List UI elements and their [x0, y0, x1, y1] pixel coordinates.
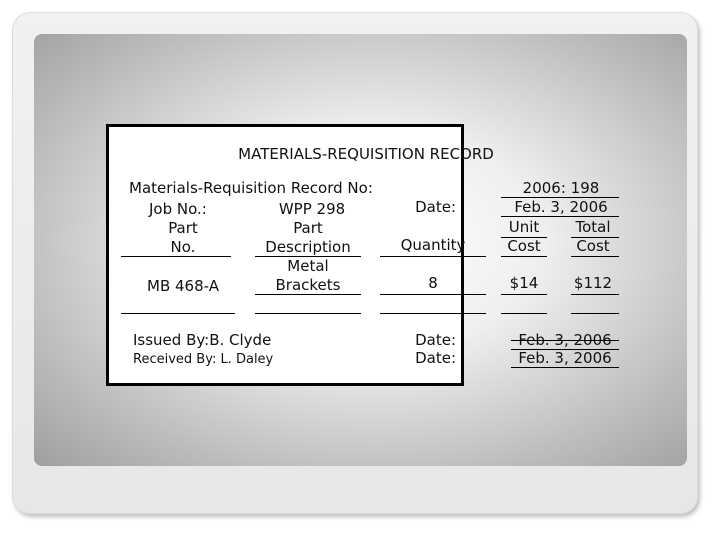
- job-no-label: Job No.:: [149, 200, 207, 218]
- row-quantity-rule: [380, 313, 486, 314]
- row-total-cost: $112: [573, 274, 613, 292]
- row-description-rule: [255, 313, 361, 314]
- col-unit-cost-line1: Unit: [508, 218, 540, 236]
- col-part-no-underline: [121, 256, 231, 257]
- date-label: Date:: [415, 198, 456, 216]
- col-part-no-line1: Part: [168, 219, 198, 237]
- row-total-cost-rule: [571, 313, 619, 314]
- row-description-underline: [255, 294, 361, 295]
- row-unit-cost-underline: [501, 294, 547, 295]
- col-total-cost-line1: Total: [575, 218, 611, 236]
- requisition-record-form: [106, 124, 613, 386]
- received-date-underline: [511, 367, 619, 368]
- job-no-value: WPP 298: [278, 200, 346, 218]
- row-part-no-rule: [121, 313, 235, 314]
- record-no-value: 2006: 198: [522, 179, 600, 197]
- col-description-line1: Part: [293, 219, 323, 237]
- record-title: MATERIALS-REQUISITION RECORD: [238, 145, 494, 163]
- col-total-cost-line2: Cost: [576, 237, 610, 255]
- issued-date-value: Feb. 3, 2006: [518, 331, 612, 349]
- row-quantity-underline: [380, 294, 486, 295]
- col-unit-cost-underline1: [501, 237, 547, 238]
- issued-by: Issued By:B. Clyde: [133, 331, 272, 349]
- col-total-cost-underline1: [571, 237, 619, 238]
- date-value: Feb. 3, 2006: [514, 198, 608, 216]
- row-quantity: 8: [428, 274, 438, 292]
- row-description-line2: Brackets: [275, 276, 341, 294]
- col-quantity: Quantity: [400, 236, 466, 254]
- date-underline: [501, 216, 619, 217]
- col-total-cost-underline2: [571, 256, 619, 257]
- col-unit-cost-line2: Cost: [507, 237, 541, 255]
- col-description-line2: Description: [265, 238, 351, 256]
- row-unit-cost-rule: [501, 313, 547, 314]
- col-quantity-underline: [380, 256, 486, 257]
- row-part-no: MB 468-A: [147, 277, 219, 295]
- row-total-cost-underline: [571, 294, 619, 295]
- received-by: Received By: L. Daley: [133, 352, 274, 367]
- received-date-value: Feb. 3, 2006: [518, 349, 612, 367]
- issued-date-strike: [511, 340, 619, 341]
- row-unit-cost: $14: [509, 274, 539, 292]
- col-unit-cost-underline2: [501, 256, 547, 257]
- record-no-label: Materials-Requisition Record No:: [129, 179, 373, 197]
- issued-date-label: Date:: [415, 331, 456, 349]
- row-description-line1: Metal: [287, 257, 329, 275]
- col-part-no-line2: No.: [170, 238, 196, 256]
- received-date-label: Date:: [415, 349, 456, 367]
